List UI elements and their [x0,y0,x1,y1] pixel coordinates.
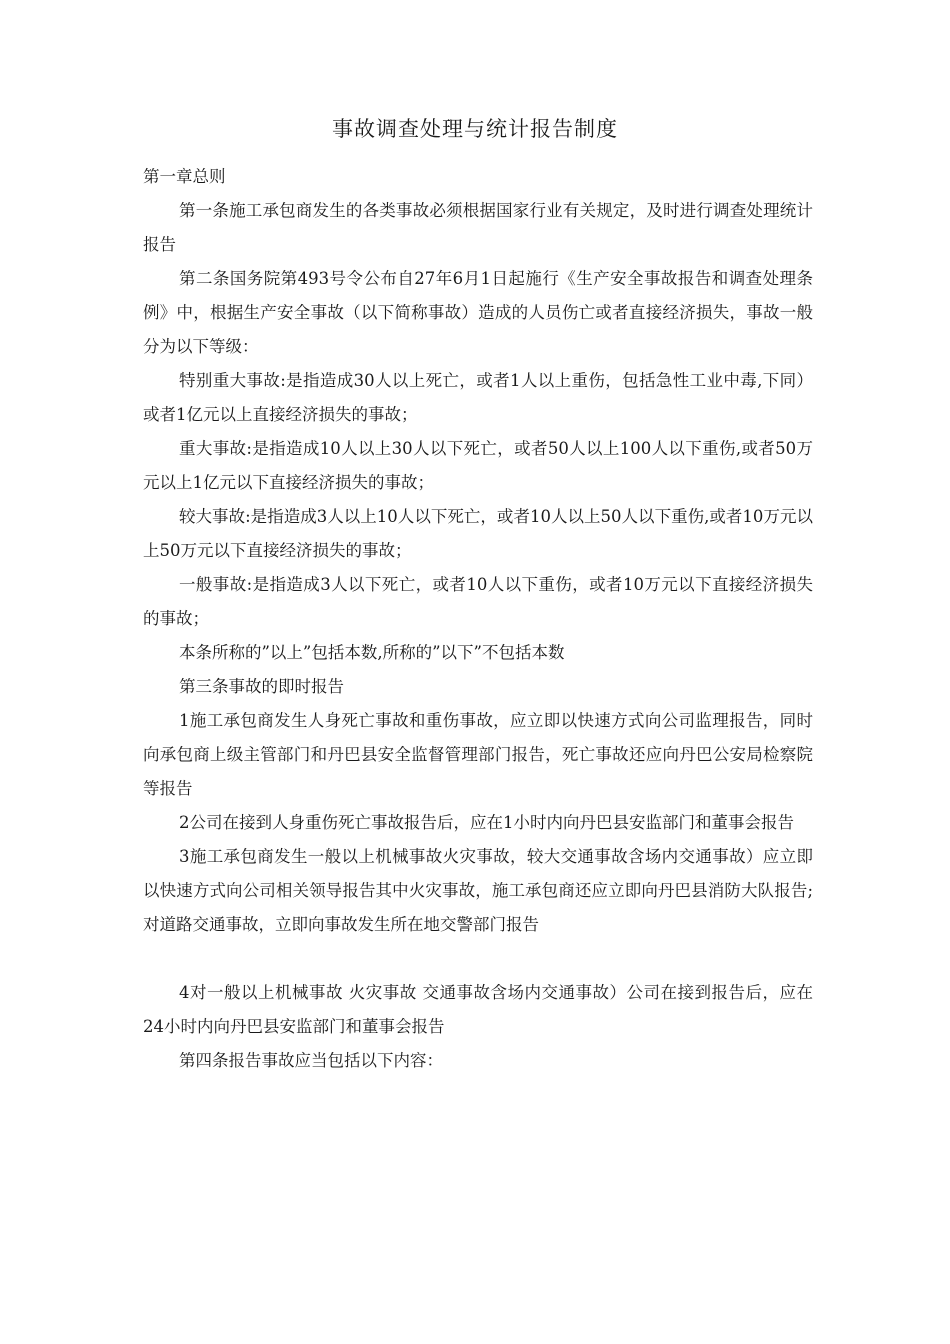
article-4-heading: 第四条报告事故应当包括以下内容： [179,1051,443,1070]
grade-larger-paragraph: 较大事故:是指造成3人以上10人以下死亡，或者10人以上50人以下重伤,或者10万元以上50万元以下直接经济损失的事故； [143,507,813,560]
grade-major-paragraph: 重大事故:是指造成10人以上30人以下死亡，或者50人以上100人以下重伤,或者50万元以上1亿元以下直接经济损失的事故； [143,439,813,492]
definition-note-paragraph: 本条所称的”以上”包括本数,所称的”以下”不包括本数 [179,643,565,662]
article-3-item-2: 2公司在接到人身重伤死亡事故报告后，应在1小时内向丹巴县安监部门和董事会报告 [179,813,794,832]
article-1-paragraph: 第一条施工承包商发生的各类事故必须根据国家行业有关规定，及时进行调查处理统计报告 [143,201,813,254]
grade-especially-major-paragraph: 特别重大事故:是指造成30人以上死亡，或者1人以上重伤，包括急性工业中毒,下同）或者1亿元以上直接经济损失的事故； [143,371,813,424]
article-3-item-4: 4对一般以上机械事故 火灾事故 交通事故含场内交通事故）公司在接到报告后，应在24小时内向丹巴县安监部门和董事会报告 [143,983,813,1036]
document-body [143,160,813,1078]
article-3-item-1: 1施工承包商发生人身死亡事故和重伤事故，应立即以快速方式向公司监理报告，同时向承包商上级主管部门和丹巴县安全监督管理部门报告，死亡事故还应向丹巴公安局检察院等报告 [143,711,813,798]
grade-general-paragraph: 一般事故:是指造成3人以下死亡，或者10人以下重伤，或者10万元以下直接经济损失的事故； [143,575,813,628]
article-3-heading: 第三条事故的即时报告 [179,677,344,696]
article-2-paragraph: 第二条国务院第493号令公布自27年6月1日起施行《生产安全事故报告和调查处理条例》中，根据生产安全事故（以下简称事故）造成的人员伤亡或者直接经济损失，事故一般分为以下等级： [143,269,813,356]
article-3-item-3: 3施工承包商发生一般以上机械事故火灾事故，较大交通事故含场内交通事故）应立即以快速方式向公司相关领导报告其中火灾事故，施工承包商还应立即向丹巴县消防大队报告;对道路交通事故，立即向事故发生所在地交警部门报告 [143,847,813,934]
chapter-heading: 第一章总则 [143,167,226,186]
document-title: 事故调查处理与统计报告制度 [332,117,618,141]
